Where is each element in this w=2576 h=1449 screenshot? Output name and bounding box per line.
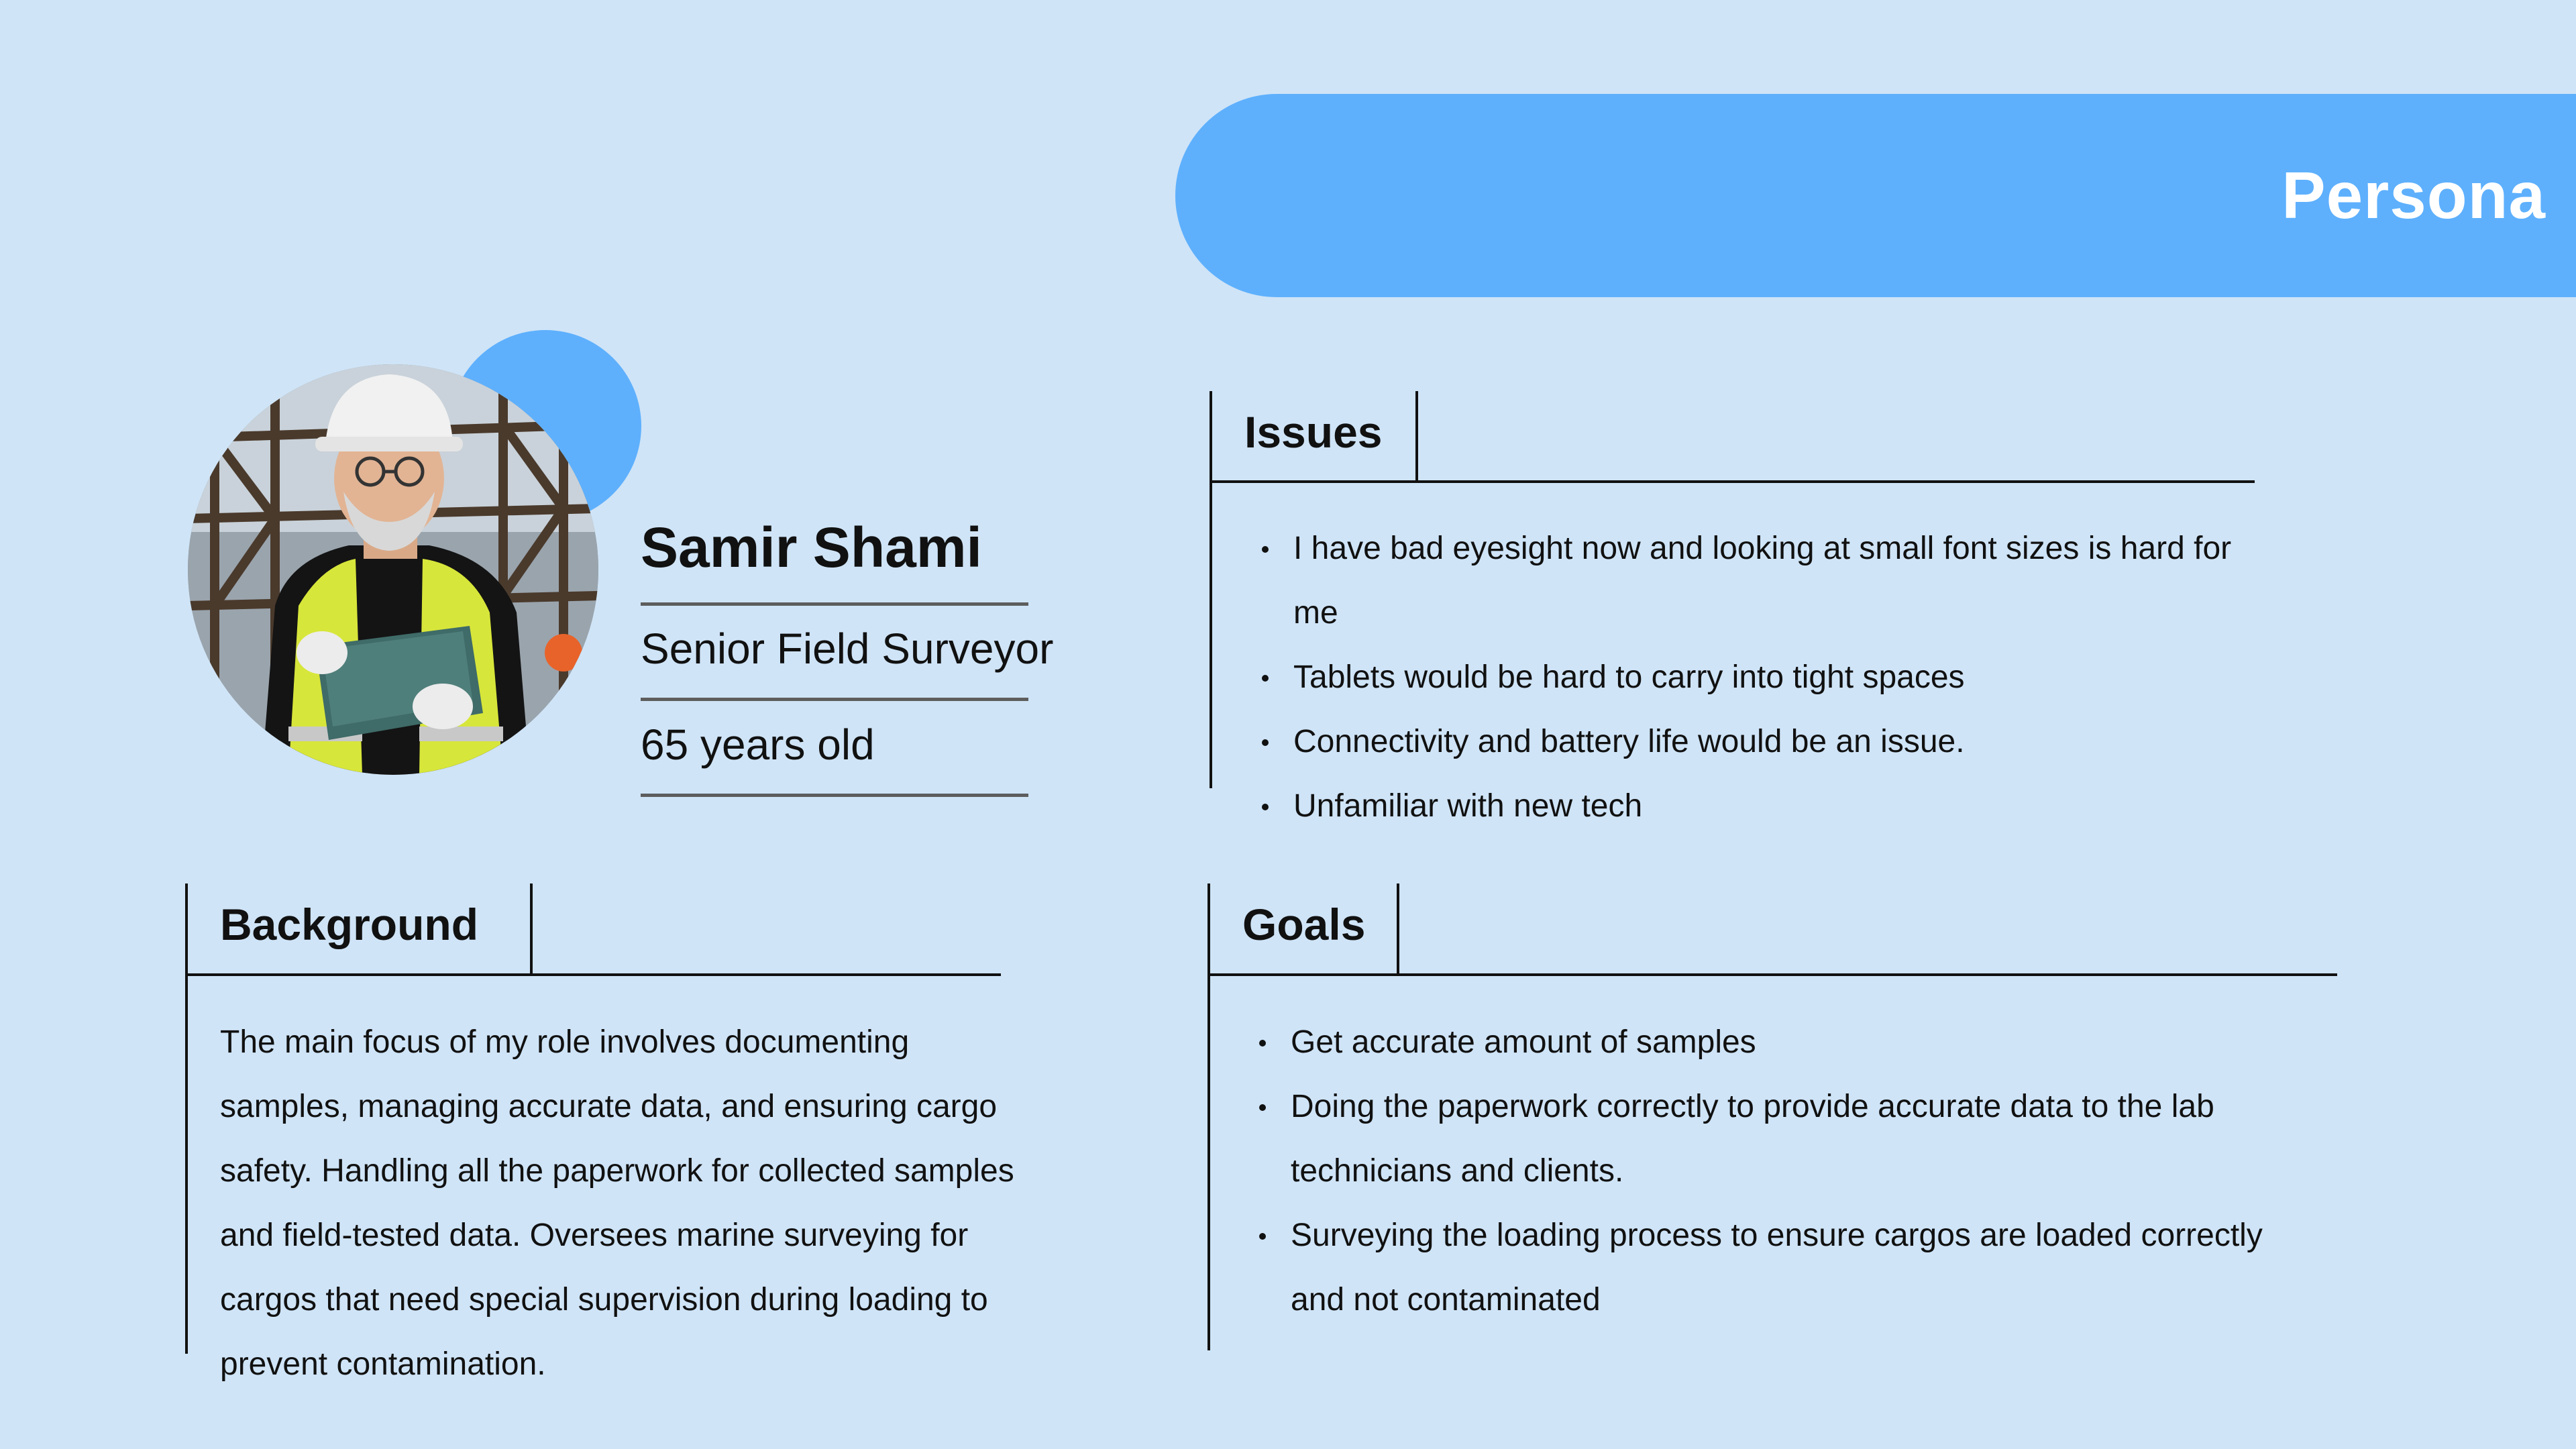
background-frame-top [185,973,1001,976]
goal-item: Doing the paperwork correctly to provide accurate data to the lab technicians and clients. [1254,1075,2287,1203]
background-title: Background [220,900,479,949]
background-text: The main focus of my role involves documenting samples, managing accurate data, and ensuring cargo safety. Handling all the paperwork for collected samples and field-tested data. Oversees marine surveying for cargos that need special supervision during loading to prevent contamination. [220,1024,1014,1382]
goals-frame-left [1208,883,1210,1350]
goals-title: Goals [1242,900,1366,949]
goals-title-divider [1397,883,1399,976]
issue-item: Unfamiliar with new tech [1256,774,2276,839]
issues-frame-left [1210,391,1212,788]
role-divider [641,698,1028,701]
issues-frame-top [1210,480,2255,483]
goal-item: Get accurate amount of samples [1254,1010,2287,1075]
goals-frame-top [1208,973,2337,976]
issue-item: Tablets would be hard to carry into tight spaces [1256,645,2276,710]
name-divider [641,602,1028,606]
page-title: Persona [2282,158,2546,232]
background-title-divider [530,883,533,976]
goals-list [1254,1010,2287,1332]
person-photo-icon [188,364,598,775]
issue-item: Connectivity and battery life would be an issue. [1256,710,2276,774]
issues-list [1256,517,2276,839]
issues-title: Issues [1244,407,1383,457]
persona-name: Samir Shami [641,516,982,579]
persona-role: Senior Field Surveyor [641,625,1054,673]
background-frame-left [185,883,188,1354]
header-banner [1175,94,2576,297]
issue-item: I have bad eyesight now and looking at small font sizes is hard for me [1256,517,2276,645]
persona-age: 65 years old [641,720,875,769]
avatar [188,364,598,775]
goal-item: Surveying the loading process to ensure cargos are loaded correctly and not contaminated [1254,1203,2287,1332]
age-divider [641,794,1028,797]
issues-title-divider [1415,391,1418,483]
